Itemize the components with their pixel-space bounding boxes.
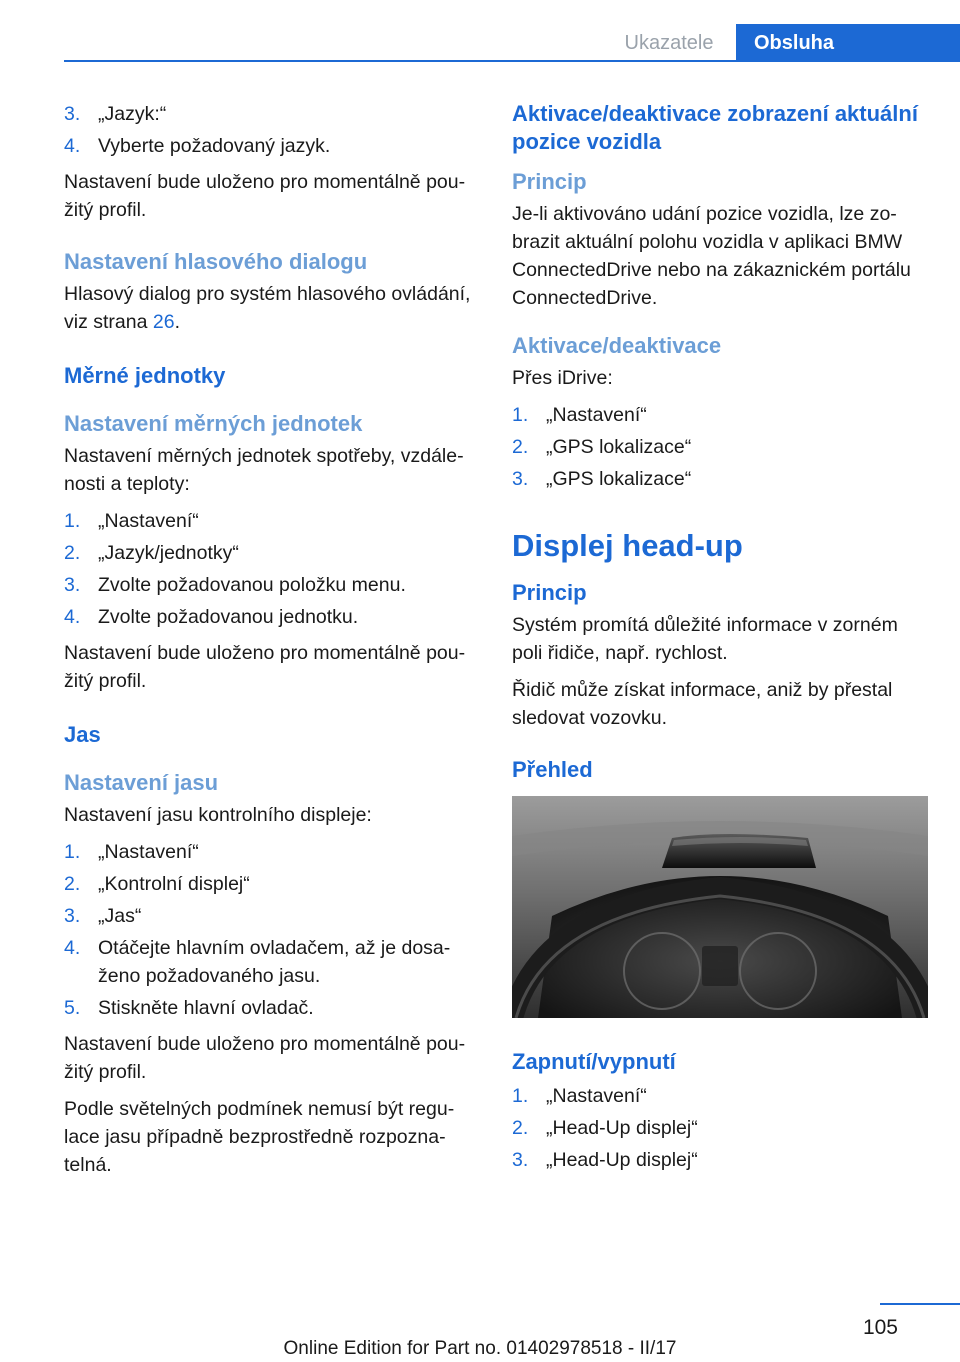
footer-rule — [880, 1303, 960, 1305]
right-column — [512, 100, 928, 1182]
heading-overview: Přehled — [512, 757, 593, 782]
paragraph: Systém promítá důležité informace v zorném poli řidiče, např. rychlost. — [512, 614, 898, 664]
list-item: 2. „GPS lokalizace“ — [512, 436, 692, 458]
page-reference-link[interactable]: 26 — [152, 311, 175, 333]
paragraph: Přes iDrive: — [512, 367, 613, 389]
left-column — [64, 100, 479, 1188]
list-item: 1. „Nastavení“ — [512, 1085, 647, 1107]
paragraph: Nastavení bude uloženo pro momentálně pou‐žitý profil. — [64, 171, 466, 221]
heading-brightness: Jas — [64, 722, 101, 747]
list-item: 2. „Head-Up displej“ — [512, 1117, 698, 1139]
list-brightness-steps — [64, 838, 479, 1022]
heading-on-off: Zapnutí/vypnutí — [512, 1049, 676, 1074]
edition-note: Online Edition for Part no. 01402978518 - II/17 — [283, 1338, 677, 1359]
paragraph: Podle světelných podmínek nemusí být regu‐lace jasu případně bezprostředně rozpozna‐telná. — [64, 1098, 455, 1176]
list-item: 1. „Nastavení“ — [512, 404, 647, 426]
list-item: 3. „Head-Up displej“ — [512, 1149, 698, 1171]
page-number: 105 — [862, 1316, 898, 1339]
header-rule — [64, 60, 960, 62]
heading-position-display: Aktivace/deaktivace zobrazení aktuální pozice vozidla — [512, 101, 918, 154]
paragraph: Řidič může získat informace, aniž by přestal sledovat vozovku. — [512, 679, 893, 729]
list-gps-steps — [512, 401, 928, 493]
list-item: 4. Zvolte požadovanou jednotku. — [64, 606, 359, 628]
heading-head-up-display: Displej head-up — [512, 528, 743, 563]
heading-principle: Princip — [512, 169, 587, 194]
list-item: 3. „GPS lokalizace“ — [512, 468, 692, 490]
paragraph: Hlasový dialog pro systém hlasového ovládání, viz strana 26. — [64, 283, 471, 333]
list-hud-steps — [512, 1082, 928, 1174]
head-up-display-photo — [512, 796, 928, 1018]
list-item: 4. Otáčejte hlavním ovladačem, až je dosa‐ženo požadovaného jasu. — [64, 937, 451, 987]
list-item: 1. „Nastavení“ — [64, 841, 199, 863]
heading-principle-hud: Princip — [512, 580, 587, 605]
tab-ukazatele[interactable]: Ukazatele — [624, 31, 714, 54]
list-item: 1. „Nastavení“ — [64, 510, 199, 532]
paragraph: Je-li aktivováno udání pozice vozidla, lze zo‐brazit aktuální polohu vozidla v aplikaci BMW ConnectedDrive nebo na zákaznickém portálu ConnectedDrive. — [512, 203, 911, 309]
list-item: 5. Stiskněte hlavní ovladač. — [64, 997, 314, 1019]
list-item: 3. Zvolte požadovanou položku menu. — [64, 574, 406, 596]
list-item: 2. „Jazyk/jednotky“ — [64, 542, 239, 564]
list-item: 3. „Jazyk:“ — [64, 103, 167, 125]
tab-obsluha[interactable]: Obsluha — [736, 24, 960, 62]
list-item: 4. Vyberte požadovaný jazyk. — [64, 135, 331, 157]
list-item: 2. „Kontrolní displej“ — [64, 873, 250, 895]
list-language-steps — [64, 100, 479, 160]
list-units-steps — [64, 507, 479, 631]
list-item: 3. „Jas“ — [64, 905, 142, 927]
paragraph: Nastavení bude uloženo pro momentálně pou‐žitý profil. — [64, 1033, 466, 1083]
paragraph: Nastavení bude uloženo pro momentálně pou‐žitý profil. — [64, 642, 466, 692]
heading-brightness-settings: Nastavení jasu — [64, 770, 219, 795]
heading-units-settings: Nastavení měrných jednotek — [64, 411, 363, 436]
heading-voice-dialog: Nastavení hlasového dialogu — [64, 249, 368, 274]
heading-units: Měrné jednotky — [64, 363, 226, 388]
paragraph: Nastavení měrných jednotek spotřeby, vzdále‐nosti a teploty: — [64, 445, 464, 495]
heading-activation: Aktivace/deaktivace — [512, 333, 722, 358]
paragraph: Nastavení jasu kontrolního displeje: — [64, 804, 372, 826]
